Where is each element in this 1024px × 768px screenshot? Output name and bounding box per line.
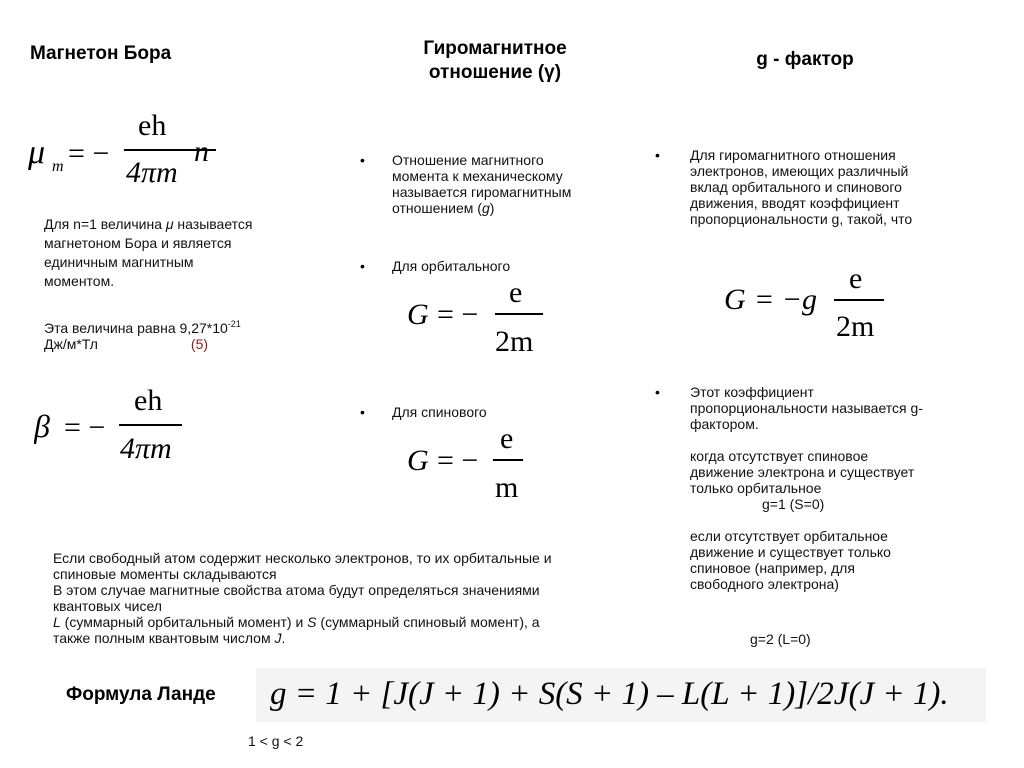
formula-mu-eq: = − [68, 137, 110, 170]
lande-formula: g = 1 + [J(J + 1) + S(S + 1) – L(L + 1)]/2J(J + 1). [270, 676, 949, 712]
formula-mu-den: 4πm [126, 156, 178, 185]
bottom-para-line5 [53, 614, 643, 630]
formula-beta-eq: = − [64, 411, 106, 444]
header-gyromagnetic-line2: отношение (γ) [428, 62, 562, 83]
right-text-2-line2: пропорциональности называется g- [690, 400, 923, 416]
mid-text-1-line2: момента к механическому [392, 168, 563, 184]
formula-mu-num: eh [138, 109, 167, 142]
right-text-2-line3: фактором. [690, 416, 759, 432]
bohr-desc-part3: называется [173, 216, 253, 232]
bohr-value [44, 320, 304, 352]
formula-orb-lhs: G [407, 298, 429, 331]
formula-beta-lhs: β [34, 408, 50, 444]
formula-g-lhs: G [724, 283, 746, 316]
bottom-para-line6 [53, 630, 643, 646]
bohr-desc-line4: моментом. [44, 273, 115, 289]
formula-mu-lhs: μ [28, 134, 46, 171]
right-text-1-line5: пропорциональности g, такой, что [690, 211, 913, 227]
formula-g-den: 2m [836, 310, 875, 343]
bottom-L: L [53, 614, 61, 630]
bohr-desc-mu: μ [165, 216, 174, 232]
right-spin-line2: движение и существует только [690, 544, 891, 560]
mid-text-1-line4b: ) [489, 200, 495, 216]
bohr-value-text: Эта величина равна 9,27*10 [44, 320, 228, 336]
right-g2: g=2 (L=0) [750, 631, 811, 647]
formula-beta [34, 382, 234, 464]
formula-orbital-svg [405, 278, 565, 358]
formula-g [722, 262, 902, 344]
right-g1: g=1 (S=0) [762, 496, 825, 512]
bohr-value-line2 [44, 336, 304, 352]
header-g-factor: g - фактор [756, 49, 854, 70]
mid-bullet-2: • [360, 258, 365, 274]
formula-g-eq: = −g [754, 283, 817, 316]
lande-formula-box [256, 668, 986, 722]
formula-beta-svg [34, 382, 234, 464]
bohr-desc-line3: единичным магнитным [44, 254, 194, 270]
mid-text-1-line4a: отношением ( [392, 200, 482, 216]
formula-mu-sub: m [52, 158, 64, 175]
right-text-1-line1: Для гиромагнитного отношения [690, 147, 896, 163]
bottom-para-line1: Если свободный атом содержит несколько электронов, то их орбитальные и [53, 550, 552, 566]
right-spin-line3: спиновое (например, для [690, 560, 855, 576]
mid-text-1 [392, 152, 622, 216]
header-gyromagnetic [395, 37, 595, 85]
bottom-J-text: также полным квантовым числом [53, 630, 275, 646]
right-spin-line1: если отсутствует орбитальное [690, 528, 888, 544]
right-orbital-line1: когда отсутствует спиновое [690, 448, 869, 464]
right-text-1-line2: электронов, имеющих различный [690, 163, 909, 179]
right-orbital-line3: только орбитальное [690, 480, 822, 496]
formula-orb-den: 2m [495, 325, 534, 358]
bottom-J: J [274, 630, 282, 646]
right-orbital-line2: движение электрона и существует [690, 464, 915, 480]
bohr-desc-line1 [44, 216, 304, 232]
formula-orb-num: e [509, 278, 523, 309]
right-text-2 [690, 384, 970, 592]
bohr-value-unit: Дж/м*Тл [44, 336, 98, 352]
right-text-1-line3: вклад орбитального и спинового [690, 179, 902, 195]
lande-label: Формула Ланде [66, 684, 216, 705]
formula-orbital [405, 278, 565, 358]
bohr-value-line1 [44, 320, 304, 336]
formula-orb-eq: = − [437, 298, 479, 331]
right-bullet-2: • [655, 384, 660, 400]
formula-mu [26, 105, 256, 185]
formula-spin-svg [405, 424, 565, 504]
header-bohr-magneton: Магнетон Бора [30, 43, 172, 64]
bohr-value-ref: (5) [190, 336, 209, 352]
bottom-paragraph [53, 550, 643, 646]
right-text-1-line4: движения, вводят коэффициент [690, 195, 900, 211]
bottom-S: S [307, 614, 317, 630]
formula-g-svg [722, 262, 902, 344]
mid-text-1-line3: называется гиромагнитным [392, 184, 572, 200]
formula-mu-tail: n [194, 135, 209, 168]
formula-beta-den: 4πm [120, 432, 172, 464]
formula-spin-eq: = − [437, 444, 479, 477]
formula-spin [405, 424, 565, 504]
mid-text-orbital: Для орбитального [392, 258, 511, 274]
mid-bullet-3: • [360, 404, 365, 420]
formula-spin-lhs: G [407, 444, 429, 477]
bohr-value-exp: -21 [227, 319, 241, 329]
bottom-J-dot: . [281, 630, 286, 646]
formula-g-num: e [849, 262, 863, 295]
formula-spin-den: m [495, 471, 519, 504]
g-range: 1 < g < 2 [248, 733, 304, 749]
bohr-desc-part1: Для n=1 величина [44, 216, 166, 232]
bottom-L-text: (суммарный орбитальный момент) и [60, 614, 308, 630]
mid-text-1-line1: Отношение магнитного [392, 152, 544, 168]
right-spin-line4: свободного электрона) [690, 576, 839, 592]
right-bullet-1: • [655, 147, 660, 163]
mid-bullet-1: • [360, 152, 365, 168]
header-gyromagnetic-line1: Гиромагнитное [423, 38, 567, 59]
bottom-para-line3: В этом случае магнитные свойства атома будут определяться значениями [53, 582, 540, 598]
formula-spin-num: e [500, 424, 514, 455]
mid-text-1-line4 [392, 200, 622, 216]
mid-text-1-g: g [481, 200, 490, 216]
right-text-2-line1: Этот коэффициент [690, 384, 814, 400]
formula-beta-num: eh [134, 384, 163, 417]
formula-mu-svg [26, 105, 256, 185]
mid-text-spin: Для спинового [392, 404, 487, 420]
bohr-desc-line2: магнетоном Бора и является [44, 235, 232, 251]
bohr-description [44, 216, 304, 289]
bottom-para-line2: спиновые моменты складываются [53, 566, 277, 582]
bottom-S-text: (суммарный спиновый момент), а [316, 614, 540, 630]
right-text-1 [690, 147, 960, 227]
bottom-para-line4: квантовых чисел [53, 598, 162, 614]
